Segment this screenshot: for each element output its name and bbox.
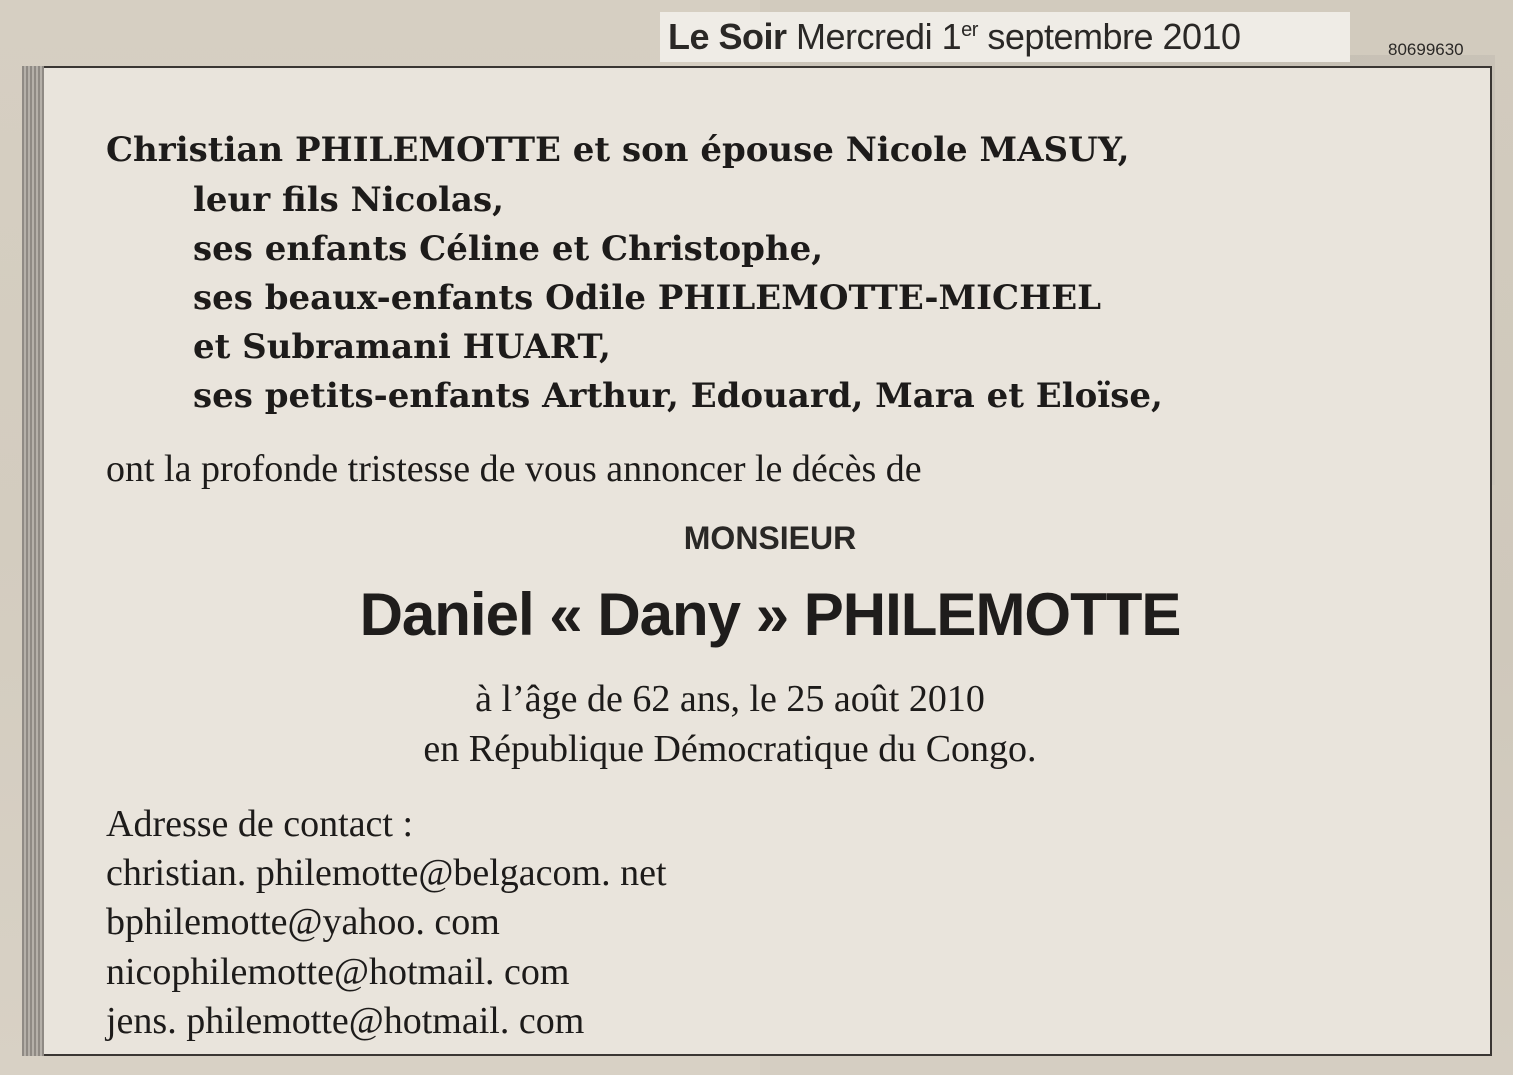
deceased-name: Daniel « Dany » PHILEMOTTE [359, 581, 1181, 648]
family-line-2: leur fils Nicolas, [193, 180, 504, 220]
notice-border-stripe [22, 66, 44, 1056]
announcement-text: ont la profonde tristesse de vous annoncer le décès de [106, 448, 922, 490]
family-line-6: ses petits-enfants Arthur, Edouard, Mara et Eloïse, [193, 376, 1163, 416]
newspaper-name: Le Soir [668, 16, 787, 57]
honorific-title: MONSIEUR [683, 520, 857, 556]
family-line-3: ses enfants Céline et Christophe, [193, 229, 824, 269]
contact-email-3: nicophilemotte@hotmail. com [106, 951, 570, 993]
contact-heading: Adresse de contact : [106, 803, 414, 845]
newspaper-header [668, 16, 1241, 58]
death-details-line-2: en République Démocratique du Congo. [423, 728, 1037, 770]
publication-date: Mercredi 1er septembre 2010 [796, 16, 1241, 57]
contact-email-4: jens. philemotte@hotmail. com [106, 1000, 585, 1042]
contact-email-2: bphilemotte@yahoo. com [106, 901, 500, 943]
family-line-1: Christian PHILEMOTTE et son épouse Nicole MASUY, [106, 130, 1130, 170]
family-line-5: et Subramani HUART, [193, 327, 611, 367]
reference-number: 80699630 [1388, 40, 1464, 59]
death-details-line-1: à l’âge de 62 ans, le 25 août 2010 [475, 678, 985, 720]
family-line-4: ses beaux-enfants Odile PHILEMOTTE-MICHEL [193, 278, 1102, 318]
contact-email-1: christian. philemotte@belgacom. net [106, 852, 667, 894]
